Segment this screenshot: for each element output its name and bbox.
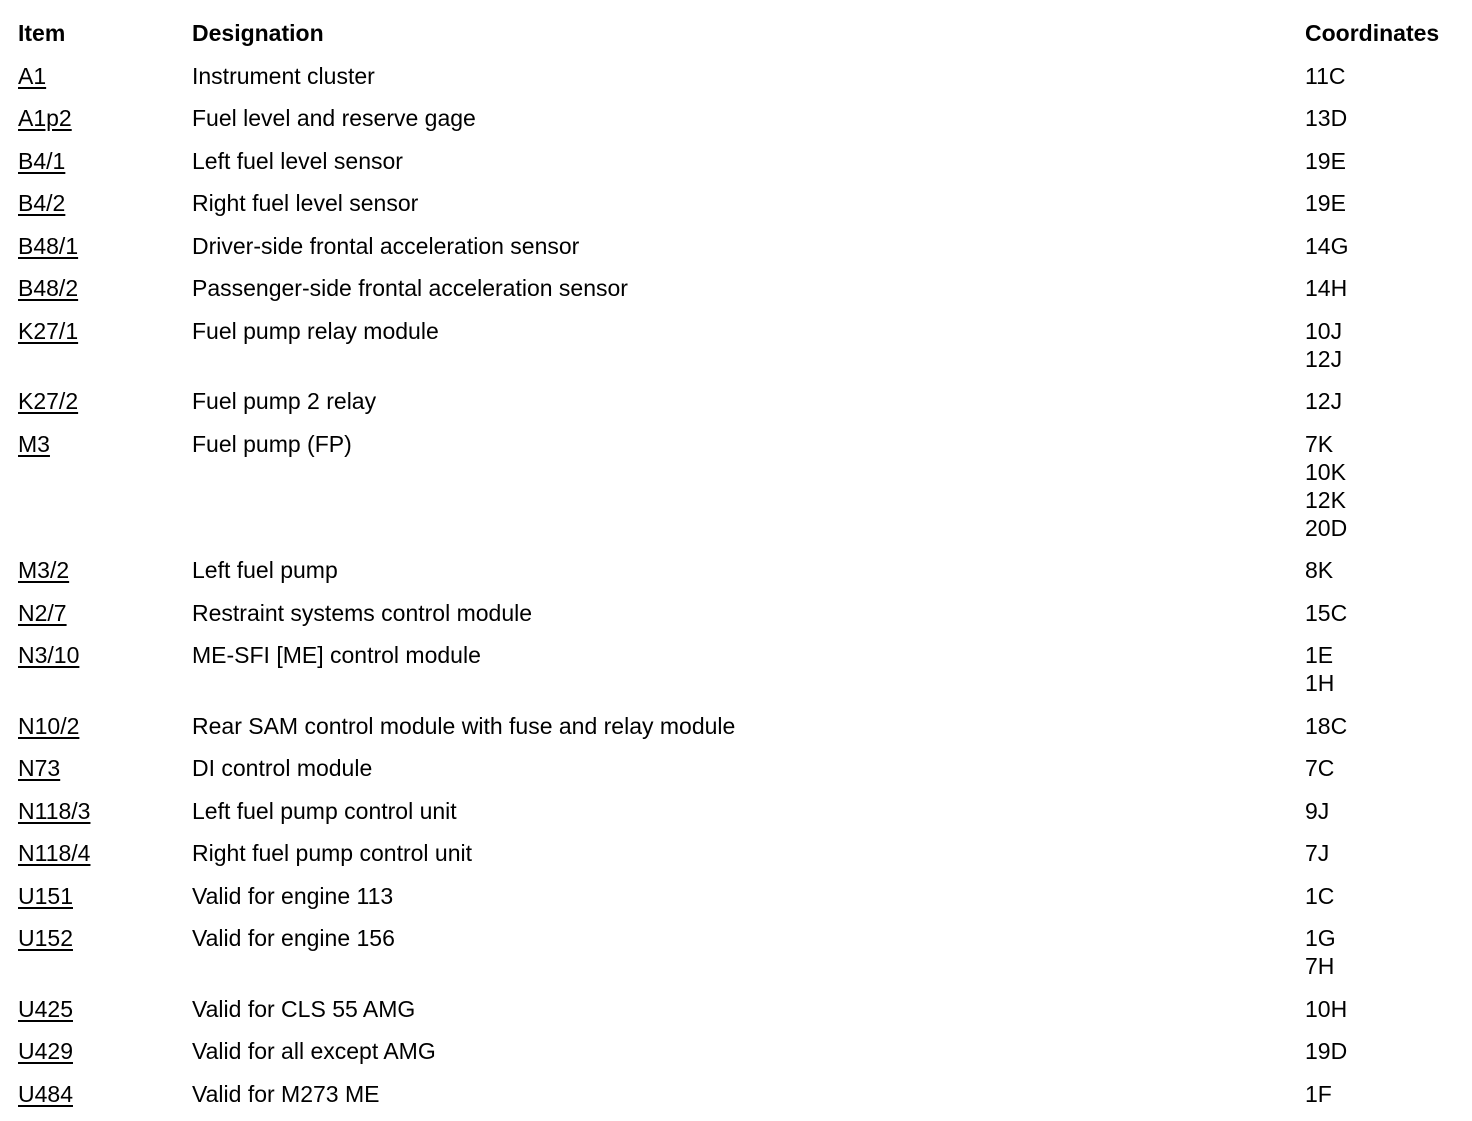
item-cell xyxy=(18,1080,73,1108)
item-cell xyxy=(18,274,78,302)
item-link[interactable]: N73 xyxy=(18,755,61,781)
coordinate-value: 14G xyxy=(1305,232,1349,259)
table-row xyxy=(0,923,1472,994)
table-row xyxy=(0,315,1472,386)
designation-cell: Left fuel pump xyxy=(192,557,338,583)
item-cell xyxy=(18,430,50,458)
table-row xyxy=(0,1036,1472,1079)
designation-cell: Right fuel level sensor xyxy=(192,190,419,216)
coordinate-value: 8K xyxy=(1305,557,1334,583)
coordinates-cell xyxy=(1305,189,1472,217)
item-cell xyxy=(18,599,67,627)
coordinates-cell xyxy=(1305,641,1472,697)
table-row xyxy=(0,880,1472,923)
designation-cell: Fuel pump (FP) xyxy=(192,430,352,457)
item-link[interactable]: K27/2 xyxy=(18,388,79,414)
designation-cell: Valid for M273 ME xyxy=(192,1080,380,1107)
table-row xyxy=(0,1078,1472,1121)
coordinates-cell xyxy=(1305,754,1472,782)
item-cell xyxy=(18,189,65,217)
item-link[interactable]: N118/4 xyxy=(18,840,91,866)
coordinates-cell xyxy=(1305,1037,1472,1065)
coordinates-cell xyxy=(1305,712,1472,740)
coordinate-value: 1H xyxy=(1305,670,1335,696)
coordinate-value: 11C xyxy=(1305,62,1346,89)
designation-cell: Driver-side frontal acceleration sensor xyxy=(192,232,580,259)
coordinate-value: 12J xyxy=(1305,388,1343,414)
coordinate-value: 10K xyxy=(1305,458,1346,485)
coordinates-cell xyxy=(1305,995,1472,1023)
designation-cell: Left fuel level sensor xyxy=(192,147,403,174)
header-item: Item xyxy=(18,20,66,46)
item-cell xyxy=(18,712,79,740)
item-cell xyxy=(18,147,65,175)
table-row xyxy=(0,386,1472,429)
item-link[interactable]: N118/3 xyxy=(18,797,91,824)
coordinate-value: 1E xyxy=(1305,642,1334,668)
coordinates-cell xyxy=(1305,599,1472,627)
item-link[interactable]: N10/2 xyxy=(18,712,80,739)
coordinates-cell xyxy=(1305,430,1472,542)
coordinate-value: 20D xyxy=(1305,514,1348,541)
item-link[interactable]: N3/10 xyxy=(18,642,80,668)
coordinate-value: 13D xyxy=(1305,105,1348,131)
coordinates-cell xyxy=(1305,274,1472,302)
table-row xyxy=(0,103,1472,146)
coordinate-value: 12K xyxy=(1305,486,1346,513)
header-coordinates: Coordinates xyxy=(1305,20,1440,46)
table-row xyxy=(0,993,1472,1036)
item-link[interactable]: A1 xyxy=(18,62,47,89)
table-row xyxy=(0,145,1472,188)
header-designation: Designation xyxy=(192,20,324,46)
coordinate-value: 18C xyxy=(1305,712,1348,739)
item-cell xyxy=(18,104,72,132)
coordinate-value: 7C xyxy=(1305,755,1335,781)
item-cell xyxy=(18,232,78,260)
item-cell xyxy=(18,556,69,584)
item-cell xyxy=(18,317,78,345)
table-row xyxy=(0,597,1472,640)
coordinate-value: 10H xyxy=(1305,995,1348,1022)
coordinate-value: 14H xyxy=(1305,275,1348,301)
designation-cell: ME-SFI [ME] control module xyxy=(192,642,481,668)
designation-cell: Valid for CLS 55 AMG xyxy=(192,995,416,1022)
item-link[interactable]: B4/2 xyxy=(18,190,66,216)
coordinates-cell xyxy=(1305,839,1472,867)
legend-rows xyxy=(0,60,1472,1121)
item-link[interactable]: K27/1 xyxy=(18,317,79,344)
coordinate-value: 1C xyxy=(1305,882,1335,909)
table-row xyxy=(0,795,1472,838)
coordinates-cell xyxy=(1305,924,1472,980)
designation-cell: Rear SAM control module with fuse and relay module xyxy=(192,712,736,739)
coordinates-cell xyxy=(1305,387,1472,415)
table-row xyxy=(0,555,1472,598)
item-link[interactable]: U425 xyxy=(18,995,73,1022)
table-row xyxy=(0,753,1472,796)
coordinate-value: 7J xyxy=(1305,840,1330,866)
item-link[interactable]: U484 xyxy=(18,1080,73,1107)
designation-cell: Fuel level and reserve gage xyxy=(192,105,476,131)
coordinate-value: 1F xyxy=(1305,1080,1332,1107)
item-link[interactable]: A1p2 xyxy=(18,105,72,131)
designation-cell: Valid for all except AMG xyxy=(192,1038,436,1064)
item-link[interactable]: B48/1 xyxy=(18,232,79,259)
item-cell xyxy=(18,62,46,90)
table-row xyxy=(0,640,1472,711)
coordinate-value: 15C xyxy=(1305,599,1348,626)
designation-cell: Passenger-side frontal acceleration sensor xyxy=(192,275,628,301)
coordinate-value: 10J xyxy=(1305,317,1343,344)
item-link[interactable]: N2/7 xyxy=(18,599,67,626)
item-link[interactable]: U152 xyxy=(18,925,73,951)
coordinate-value: 12J xyxy=(1305,345,1343,372)
coordinate-value: 9J xyxy=(1305,797,1330,824)
item-link[interactable]: U429 xyxy=(18,1038,73,1064)
table-row xyxy=(0,710,1472,753)
table-row xyxy=(0,60,1472,103)
coordinates-cell xyxy=(1305,797,1472,825)
designation-cell: Fuel pump relay module xyxy=(192,317,439,344)
coordinates-cell xyxy=(1305,882,1472,910)
coordinate-value: 19D xyxy=(1305,1038,1348,1064)
coordinates-cell xyxy=(1305,556,1472,584)
table-row xyxy=(0,273,1472,316)
item-cell xyxy=(18,924,73,952)
item-link[interactable]: M3/2 xyxy=(18,557,70,583)
item-cell xyxy=(18,641,79,669)
coordinate-value: 7H xyxy=(1305,953,1335,979)
coordinates-cell xyxy=(1305,317,1472,373)
table-row xyxy=(0,838,1472,881)
coordinate-value: 19E xyxy=(1305,190,1346,216)
coordinates-cell xyxy=(1305,232,1472,260)
item-cell xyxy=(18,754,60,782)
designation-cell: Left fuel pump control unit xyxy=(192,797,457,824)
coordinates-cell xyxy=(1305,147,1472,175)
designation-cell: DI control module xyxy=(192,755,373,781)
item-cell xyxy=(18,839,90,867)
item-cell xyxy=(18,882,73,910)
item-cell xyxy=(18,995,73,1023)
item-link[interactable]: M3 xyxy=(18,430,50,457)
designation-cell: Fuel pump 2 relay xyxy=(192,388,377,414)
table-row xyxy=(0,428,1472,555)
coordinates-cell xyxy=(1305,104,1472,132)
item-cell xyxy=(18,387,78,415)
coordinates-cell xyxy=(1305,1080,1472,1108)
designation-cell: Valid for engine 156 xyxy=(192,925,395,951)
designation-cell: Right fuel pump control unit xyxy=(192,840,472,866)
table-row xyxy=(0,230,1472,273)
coordinate-value: 1G xyxy=(1305,925,1336,951)
item-cell xyxy=(18,1037,73,1065)
item-link[interactable]: B4/1 xyxy=(18,147,66,174)
designation-cell: Restraint systems control module xyxy=(192,599,533,626)
designation-cell: Valid for engine 113 xyxy=(192,882,394,909)
coordinate-value: 7K xyxy=(1305,430,1334,457)
coordinate-value: 19E xyxy=(1305,147,1346,174)
item-link[interactable]: U151 xyxy=(18,882,73,909)
table-row xyxy=(0,188,1472,231)
item-link[interactable]: B48/2 xyxy=(18,275,79,301)
item-cell xyxy=(18,797,90,825)
coordinates-cell xyxy=(1305,62,1472,90)
designation-cell: Instrument cluster xyxy=(192,62,375,89)
